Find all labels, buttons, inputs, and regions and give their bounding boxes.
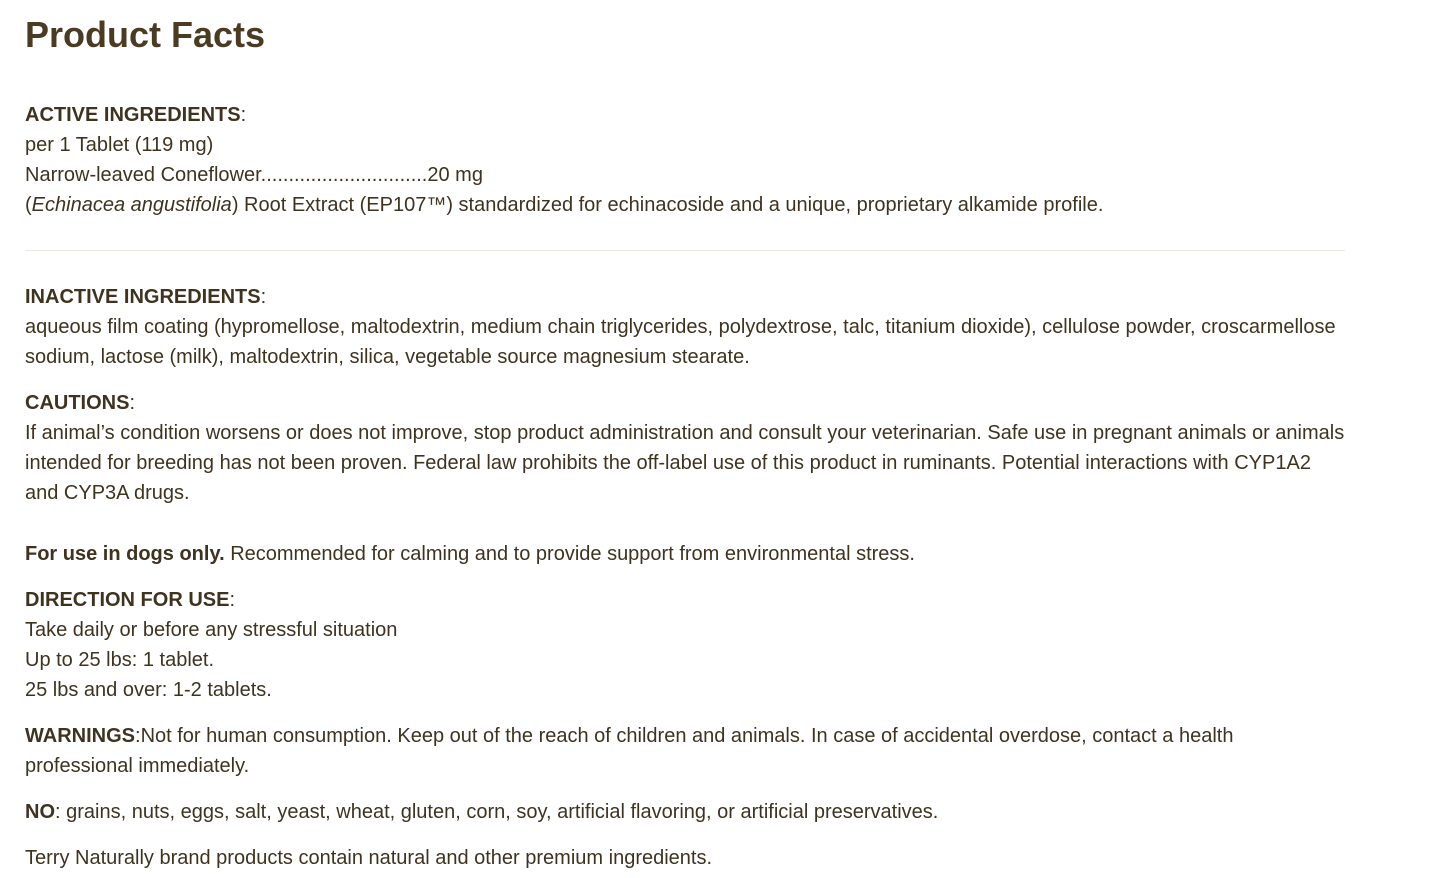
- cautions-label: CAUTIONS: [25, 392, 130, 414]
- footer-text: Terry Naturally brand products contain natural and other premium ingredients.: [25, 847, 713, 869]
- section-divider: [25, 250, 1345, 251]
- cautions-section: [25, 388, 1345, 508]
- extract-description: (Echinacea angustifolia) Root Extract (EP107™) standardized for echinacoside and a unique, proprietary alkamide profile.: [25, 194, 1104, 216]
- inactive-ingredients-label: INACTIVE INGREDIENTS: [25, 286, 261, 308]
- use-statement: [25, 539, 1345, 569]
- no-text: : grains, nuts, eggs, salt, yeast, wheat, gluten, corn, soy, artificial flavoring, or artificial preservatives.: [55, 801, 939, 823]
- use-bold: For use in dogs only.: [25, 543, 225, 565]
- warnings-section: WARNINGS:Not for human consumption. Keep out of the reach of children and animals. In case of accidental overdose, contact a health professional immediately.: [25, 725, 1234, 777]
- warnings-text: Not for human consumption. Keep out of the reach of children and animals. In case of accidental overdose, contact a health professional immediately.: [25, 725, 1234, 777]
- no-section: [25, 797, 1345, 827]
- inactive-ingredients-section: [25, 282, 1345, 372]
- footer-note: [25, 843, 1345, 873]
- page-title: Product Facts: [25, 14, 266, 55]
- active-ingredients-label: ACTIVE INGREDIENTS: [25, 104, 241, 126]
- extract-text: ) Root Extract (EP107™) standardized for echinacoside and a unique, proprietary alkamide profile.: [231, 194, 1104, 216]
- inactive-ingredients-text: aqueous film coating (hypromellose, maltodextrin, medium chain triglycerides, polydextrose, talc, titanium dioxide), cellulose powder, croscarmellose sodium, lactose (milk), maltodextrin, silica, vegetable source magnesium stearate.: [25, 316, 1336, 368]
- direction-line: 25 lbs and over: 1-2 tablets.: [25, 679, 272, 701]
- active-ingredients-heading: ACTIVE INGREDIENTS:: [25, 104, 247, 126]
- active-ingredients-section: [25, 100, 1345, 220]
- inactive-ingredients-heading: INACTIVE INGREDIENTS:: [25, 286, 267, 308]
- cautions-heading: CAUTIONS:: [25, 392, 136, 414]
- ingredient-line: Narrow-leaved Coneflower..............................20 mg: [25, 164, 483, 186]
- warnings-label: WARNINGS: [25, 725, 135, 747]
- directions-heading: DIRECTION FOR USE:: [25, 589, 236, 611]
- direction-line: Up to 25 lbs: 1 tablet.: [25, 649, 215, 671]
- use-text: Recommended for calming and to provide support from environmental stress.: [224, 543, 915, 565]
- no-label: NO: [25, 801, 55, 823]
- direction-line: Take daily or before any stressful situation: [25, 619, 398, 641]
- serving-size: per 1 Tablet (119 mg): [25, 134, 214, 156]
- directions-section: [25, 585, 1345, 705]
- cautions-text: If animal’s condition worsens or does not improve, stop product administration and consult your veterinarian. Safe use in pregnant animals or animals intended for breeding has not been proven. Federal law prohibits the off-label use of this product in ruminants. Potential interactions with CYP1A2 and CYP3A drugs.: [25, 422, 1345, 504]
- directions-label: DIRECTION FOR USE: [25, 589, 230, 611]
- latin-name: Echinacea angustifolia: [31, 194, 232, 216]
